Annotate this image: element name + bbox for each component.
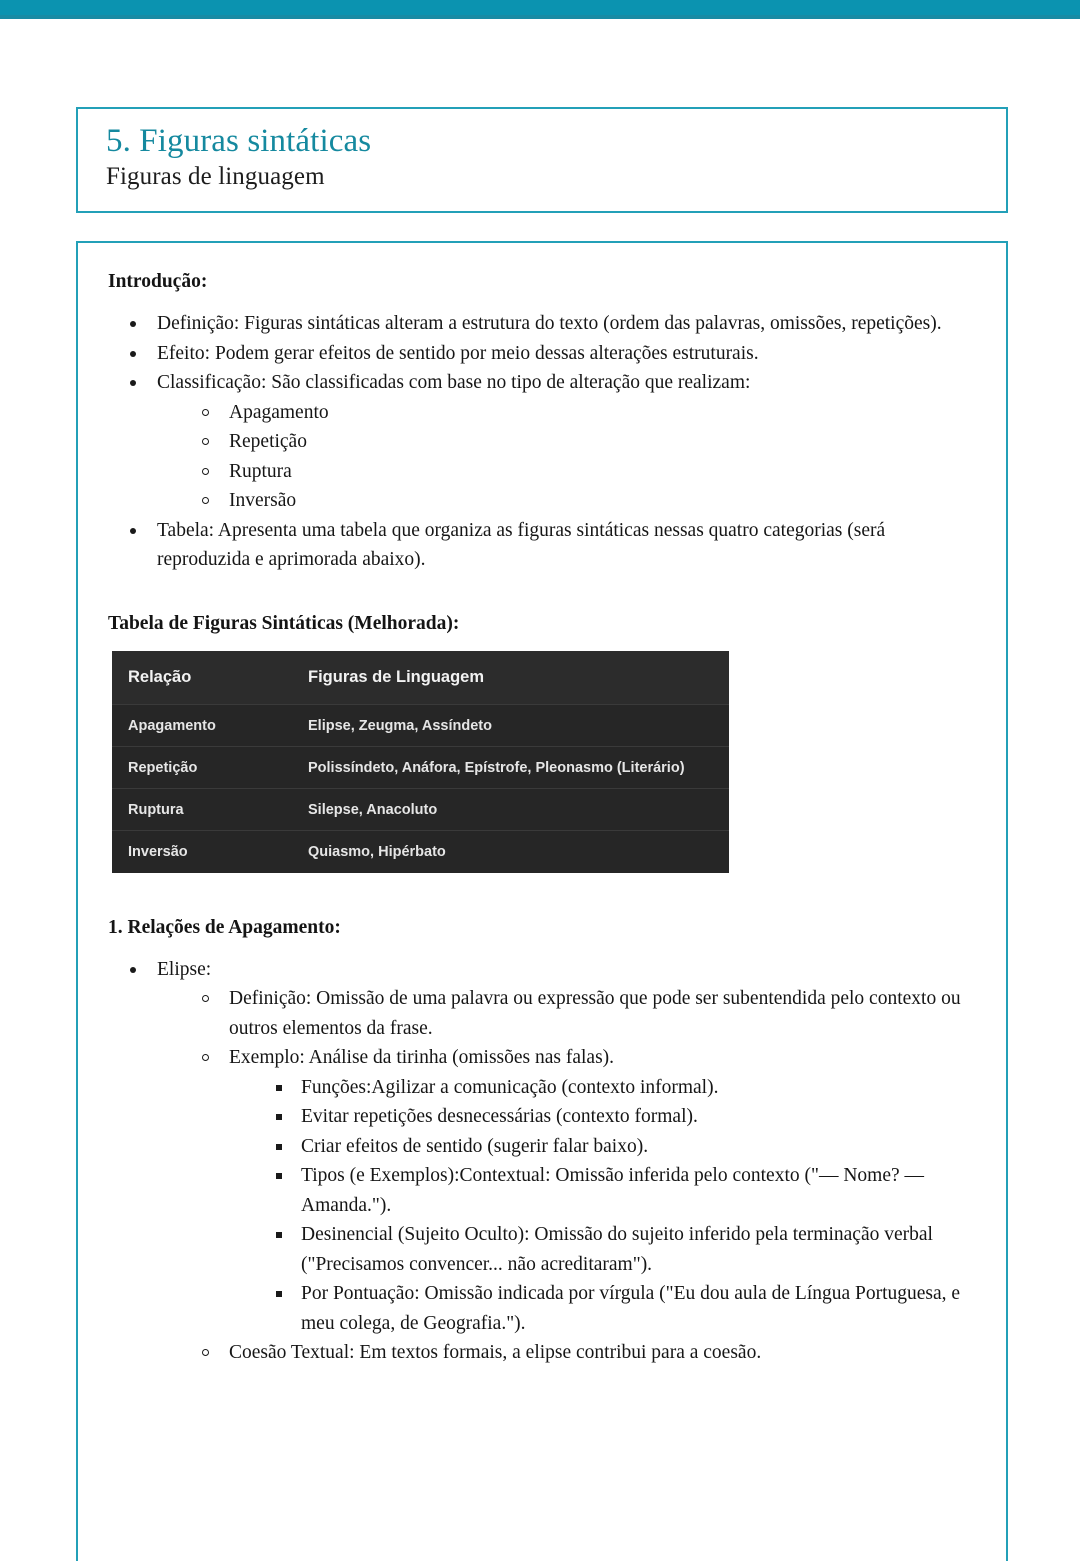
list-item (193, 1338, 976, 1368)
cell-relacao: Inversão (128, 843, 188, 860)
table-heading: Tabela de Figuras Sintáticas (Melhorada): (108, 612, 460, 634)
table-body (112, 705, 729, 873)
circle-bullet-icon (202, 438, 209, 445)
list-item (193, 1043, 976, 1338)
title-box (76, 107, 1008, 213)
list-item (267, 1279, 976, 1338)
list-item (122, 516, 976, 575)
circle-bullet-icon (202, 409, 209, 416)
list-item-text: Ruptura (229, 460, 292, 482)
square-bullet-icon (276, 1173, 282, 1179)
list-item (267, 1073, 976, 1103)
circle-bullet-icon (202, 497, 209, 504)
table-row (112, 789, 729, 831)
disc-bullet-icon (130, 351, 136, 357)
content-box (76, 241, 1008, 1561)
disc-bullet-icon (130, 967, 136, 973)
list-item (122, 368, 976, 516)
circle-bullet-icon (202, 468, 209, 475)
list-item-text: Classificação: São classificadas com base no tipo de alteração que realizam: (157, 372, 751, 393)
list-item (193, 486, 976, 516)
list-item-text: Definição: Omissão de uma palavra ou expressão que pode ser subentendida pelo contexto ou outros elementos da frase. (229, 988, 961, 1039)
list-item (267, 1220, 976, 1279)
list-item (193, 398, 976, 428)
circle-bullet-icon (202, 1349, 209, 1356)
cell-relacao: Ruptura (128, 801, 184, 818)
list-item-text: Inversão (229, 490, 297, 511)
list-item-text: Definição: Figuras sintáticas alteram a estrutura do texto (ordem das palavras, omissões, repetições). (157, 313, 942, 334)
list-item-text: Exemplo: Análise da tirinha (omissões nas falas). (229, 1047, 615, 1068)
circle-bullet-icon (202, 995, 209, 1002)
list-item-text: Efeito: Podem gerar efeitos de sentido por meio dessas alterações estruturais. (157, 342, 759, 364)
square-bullet-icon (276, 1144, 282, 1150)
square-bullet-icon (276, 1232, 282, 1238)
disc-bullet-icon (130, 528, 136, 534)
circle-bullet-icon (202, 1054, 209, 1061)
list-item (193, 427, 976, 457)
column-header-figuras: Figuras de Linguagem (308, 667, 485, 686)
section1-bullet-list (108, 955, 976, 1368)
list-item-text: Criar efeitos de sentido (sugerir falar baixo). (301, 1135, 649, 1157)
classification-sublist (157, 398, 976, 516)
table-row (112, 831, 729, 873)
list-item-text: Coesão Textual: Em textos formais, a elipse contribui para a coesão. (229, 1342, 762, 1363)
list-item-text: Tipos (e Exemplos):Contextual: Omissão inferida pelo contexto ("— Nome? — Amanda."). (301, 1165, 925, 1216)
page-subtitle: Figuras de linguagem (106, 163, 325, 190)
cell-relacao: Repetição (128, 759, 198, 776)
square-bullet-icon (276, 1291, 282, 1297)
list-item (267, 1161, 976, 1220)
intro-heading: Introdução: (108, 271, 208, 292)
table-header (112, 651, 729, 705)
list-item-text: Funções:Agilizar a comunicação (contexto informal). (301, 1076, 719, 1098)
list-item (267, 1132, 976, 1162)
cell-figuras: Quiasmo, Hipérbato (308, 843, 446, 860)
list-item-text: Apagamento (229, 401, 329, 423)
square-bullet-icon (276, 1114, 282, 1120)
funcoes-sublist (229, 1073, 976, 1339)
cell-figuras: Elipse, Zeugma, Assíndeto (308, 717, 492, 734)
list-item-text: Repetição (229, 431, 307, 452)
list-item (267, 1102, 976, 1132)
top-accent-bar-shade (0, 15, 1080, 19)
list-item-text: Tabela: Apresenta uma tabela que organiza as figuras sintáticas nessas quatro categorias (será reproduzida e aprimorada abaixo). (157, 519, 886, 570)
list-item-text: Evitar repetições desnecessárias (contexto formal). (301, 1106, 698, 1127)
list-item (122, 339, 976, 369)
elipse-sublist (157, 984, 976, 1368)
list-item (122, 955, 976, 1368)
table-row (112, 705, 729, 747)
table-header-row (112, 651, 729, 705)
list-item-text: Elipse: (157, 958, 212, 980)
cell-relacao: Apagamento (128, 717, 216, 734)
column-header-relacao: Relação (128, 667, 192, 686)
list-item (122, 309, 976, 339)
section1-heading: 1. Relações de Apagamento: (108, 916, 341, 938)
list-item (193, 984, 976, 1043)
list-item-text: Por Pontuação: Omissão indicada por vírgula ("Eu dou aula de Língua Portuguesa, e meu colega, de Geografia."). (301, 1283, 961, 1334)
disc-bullet-icon (130, 380, 136, 386)
intro-bullet-list (108, 309, 976, 575)
figuras-sintaticas-table (112, 651, 729, 873)
list-item (193, 457, 976, 487)
page-title: 5. Figuras sintáticas (106, 123, 372, 159)
table-row (112, 747, 729, 789)
list-item-text: Desinencial (Sujeito Oculto): Omissão do sujeito inferido pela terminação verbal ("Precisamos convencer... não acreditaram"). (301, 1224, 933, 1275)
cell-figuras: Silepse, Anacoluto (308, 801, 438, 818)
cell-figuras: Polissíndeto, Anáfora, Epístrofe, Pleonasmo (Literário) (308, 759, 685, 776)
disc-bullet-icon (130, 321, 136, 327)
square-bullet-icon (276, 1085, 282, 1091)
